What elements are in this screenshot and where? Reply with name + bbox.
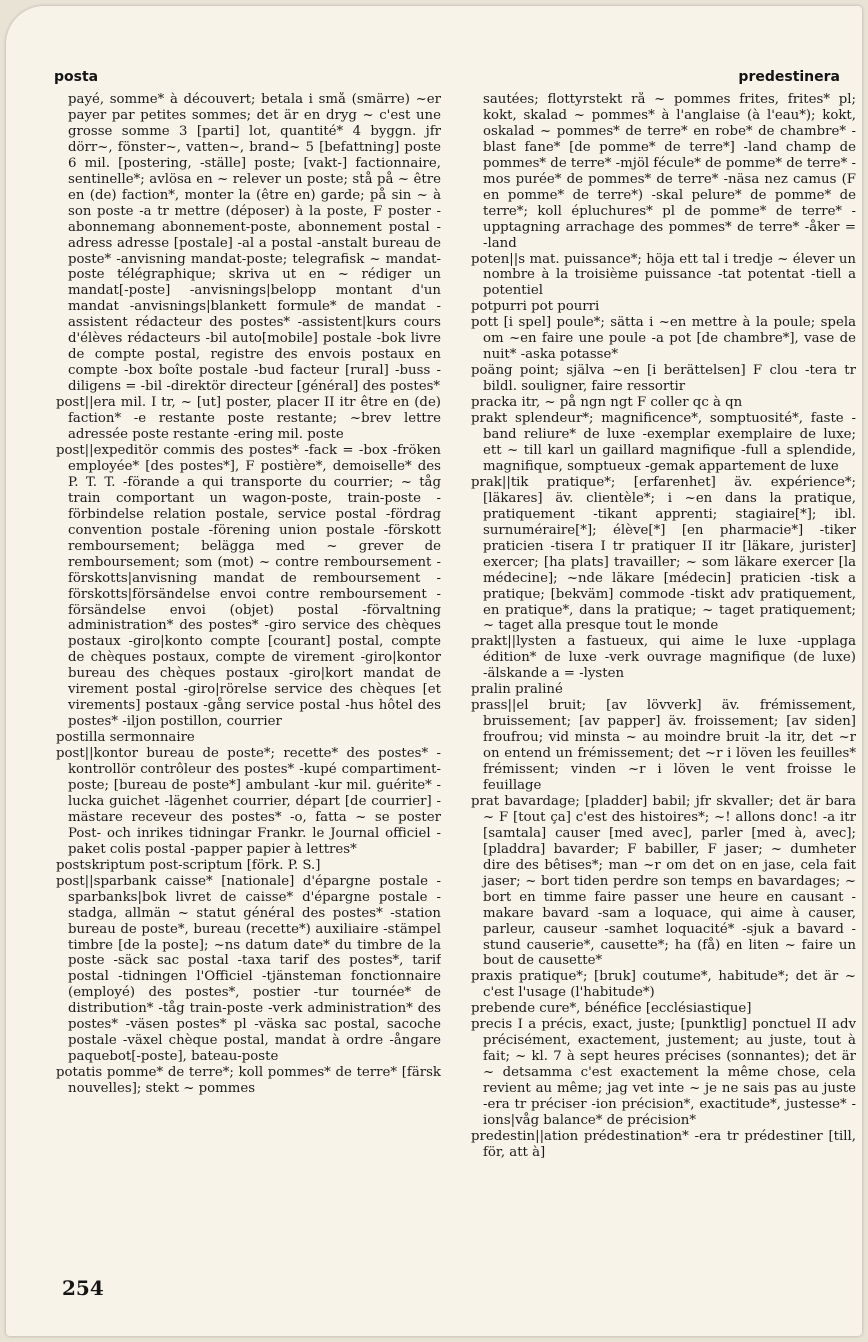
- dictionary-entry: prakt||lysten a fastueux, qui aime le luxe -upplaga édition* de luxe -verk ouvrage magnifique (de luxe) -älskande a = -lysten: [471, 634, 856, 682]
- dictionary-entry: prat bavardage; [pladder] babil; jfr skvaller; det är bara ~ F [tout ça] c'est des histoires*; ~! allons donc! -a itr [samtala] causer [med avec], parler [med à, avec]; [pladdra] bavarder; F babiller, F jaser; ~ dumheter dire des bêtises*; man ~r om det on en jase, cela fait jaser; ~ bort tiden perdre son temps en bavardages; ~ bort en timme faire passer une heure en causant -makare bavard -sam a loquace, qui aime à causer, parleur, causeur -samhet loquacité* -sjuk a bavard -stund causerie*, causette*; ha (få) en liten ~ faire un bout de causette*: [471, 793, 856, 969]
- guide-word-right: predestinera: [738, 69, 840, 85]
- dictionary-entry: potatis pomme* de terre*; koll pommes* de terre* [färsk nouvelles]; stekt ~ pommes: [56, 1065, 441, 1097]
- dictionary-entry: postskriptum post-scriptum [förk. P. S.]: [56, 857, 321, 873]
- dictionary-entry: potpurri pot pourri: [471, 299, 600, 315]
- dictionary-entry: precis I a précis, exact, juste; [punktlig] ponctuel II adv précisément, exactement, justement; au juste, tout à fait; ~ kl. 7 à sept heures précises (sonnantes); det är ~ detsamma c'est exactement la même chose, cela revient au même; jag vet inte ~ je ne sais pas au juste -era tr préciser -ion précision*, exactitude*, justesse* -ions|våg balance* de précision*: [471, 1017, 856, 1128]
- dictionary-entry: post||kontor bureau de poste*; recette* des postes* -kontrollör contrôleur des postes* -kupé compartiment-poste; [bureau de poste*] ambulant -kur mil. guérite* -lucka guichet -lägenhet courrier, départ [de courrier] -mästare receveur des postes* -o, fatta ~ se poster Post- och inrikes tidningar Frankr. le Journal officiel -paket colis postal -papper papier à lettres*: [56, 746, 441, 857]
- dictionary-entry: pracka itr, ~ på ngn ngt F coller qc à qn: [471, 395, 743, 411]
- right-column: [471, 92, 856, 1262]
- dictionary-entry: prass||el bruit; [av lövverk] äv. frémissement, bruissement; [av papper] äv. froissement; [av siden] froufrou; vid minsta ~ au moindre bruit -la itr, det ~r on entend un frémissement; det ~r i löven les feuilles* frémissent; vinden ~r i löven le vent froisse le feuillage: [471, 698, 856, 793]
- dictionary-entry: postilla sermonnaire: [56, 730, 195, 746]
- page-number: 254: [62, 1276, 104, 1300]
- dictionary-entry: payé, somme* à découvert; betala i små (smärre) ~er payer par petites sommes; det är en dryg ~ c'est une grosse somme 3 [parti] lot, quantité* 4 byggn. jfr dörr~, fönster~, vatten~, brand~ 5 [befattning] poste 6 mil. [postering, -ställe] poste; [vakt-] factionnaire, sentinelle*; avlösa en ~ relever un poste; stå på ~ être en (de) faction*, monter la (être en) garde; på sin ~ à son poste -a tr mettre (déposer) à la poste, F poster -abonnemang abonnement-poste, abonnement postal -adress adresse [postale] -al a postal -anstalt bureau de poste* -anvisning mandat-poste; telegrafisk ~ mandat-poste télégraphique; skriva ut en ~ rédiger un mandat[-poste] -anvisnings|belopp montant d'un mandat -anvisnings|blankett formule* de mandat -assistent rédacteur des postes* -assistent|kurs cours d'élèves rédacteurs -bil auto[mobile] postale -bok livre de compte postal, registre des envois postaux en compte -box boîte postale -bud facteur [rural] -buss -diligens = -bil -direktör directeur [général] des postes*: [68, 92, 441, 395]
- dictionary-entry: post||sparbank caisse* [nationale] d'épargne postale -sparbanks|bok livret de caisse* d'épargne postale -stadga, allmän ~ statut général des postes* -station bureau de poste*, bureau (recette*) auxiliaire -stämpel timbre [de la poste]; ~ns datum date* du timbre de la poste -säck sac postal -taxa tarif des postes*, tarif postal -tidningen l'Officiel -tjänsteman fonctionnaire (employé) des postes*, postier -tur tournée* de distribution* -tåg train-poste -verk administration* des postes* -väsen postes* pl -väska sac postal, sacoche postale -växel chèque postal, mandat à ordre -ångare paquebot[-poste], bateau-poste: [56, 873, 441, 1065]
- dictionary-entry: praxis pratique*; [bruk] coutume*, habitude*; det är ~ c'est l'usage (l'habitude*): [471, 969, 856, 1001]
- dictionary-entry: pralin praliné: [471, 682, 563, 698]
- dictionary-entry: post||era mil. I tr, ~ [ut] poster, placer II itr être en (de) faction* -e restante poste restante; ~brev lettre adressée poste restante -ering mil. poste: [56, 395, 441, 443]
- dictionary-entry: pott [i spel] poule*; sätta i ~en mettre à la poule; spela om ~en faire une poule -a pot [de chambre*], vase de nuit* -aska potasse*: [471, 315, 856, 363]
- guide-word-left: posta: [54, 69, 99, 85]
- dictionary-page: [6, 6, 862, 1336]
- dictionary-entry: predestin||ation prédestination* -era tr prédestiner [till, för, att à]: [471, 1128, 856, 1160]
- dictionary-entry: poäng point; själva ~en [i berättelsen] F clou -tera tr bildl. souligner, faire ressortir: [471, 363, 856, 395]
- dictionary-entry: poten||s mat. puissance*; höja ett tal i tredje ~ élever un nombre à la troisième puissance -tat potentat -tiell a potentiel: [471, 251, 856, 299]
- left-column: [56, 92, 441, 1262]
- dictionary-entry: sautées; flottyrstekt rå ~ pommes frites, frites* pl; kokt, skalad ~ pommes* à l'anglaise (à l'eau*); kokt, oskalad ~ pommes* de terre* en robe* de chambre* -blast fane* [de pomme* de terre*] -land champ de pommes* de terre* -mjöl fécule* de pomme* de terre* -mos purée* de pommes* de terre* -näsa nez camus (F en pomme* de terre*) -skal pelure* de pomme* de terre*; koll épluchures* pl de pomme* de terre* -upptagning arrachage des pommes* de terre* -åker = -land: [483, 92, 856, 251]
- dictionary-entry: post||expeditör commis des postes* -fack = -box -fröken employée* [des postes*], F postière*, demoiselle* des P. T. T. -förande a qui transporte du courrier; ~ tåg train comportant un wagon-poste, train-poste -förbindelse relation postale, service postal -fördrag convention postale -förening union postale -förskott remboursement; belägga med ~ grever de remboursement; som (mot) ~ contre remboursement -förskotts|anvisning mandat de remboursement -förskotts|försändelse envoi contre remboursement -försändelse envoi (objet) postal -förvaltning administration* des postes* -giro service des chèques postaux -giro|konto compte [courant] postal, compte de chèques postaux, compte de virement -giro|kontor bureau des chèques postaux -giro|kort mandat de virement postal -giro|rörelse service des chèques [et virements] postaux -gång service postal -hus hôtel des postes* -iljon postillon, courrier: [56, 442, 441, 730]
- dictionary-entry: prak||tik pratique*; [erfarenhet] äv. expérience*; [läkares] äv. clientèle*; i ~en dans la pratique, pratiquement -tikant apprenti; stagiaire[*]; ibl. surnuméraire[*]; élève[*] [en pharmacie*] -tiker praticien -tisera I tr pratiquer II itr [läkare, jurister] exercer; [ha plats] travailler; ~ som läkare exercer [la médecine]; ~nde läkare [médecin] praticien -tisk a pratique; [bekväm] commode -tiskt adv pratiquement, en pratique*, dans la pratique; ~ taget pratiquement; ~ taget alla presque tout le monde: [471, 474, 856, 634]
- dictionary-entry: prebende cure*, bénéfice [ecclésiastique]: [471, 1001, 752, 1017]
- dictionary-entry: prakt splendeur*; magnificence*, somptuosité*, faste -band reliure* de luxe -exemplar exemplaire de luxe; ett ~ till karl un gaillard magnifique -full a splendide, magnifique, somptueux -gemak appartement de luxe: [471, 411, 856, 474]
